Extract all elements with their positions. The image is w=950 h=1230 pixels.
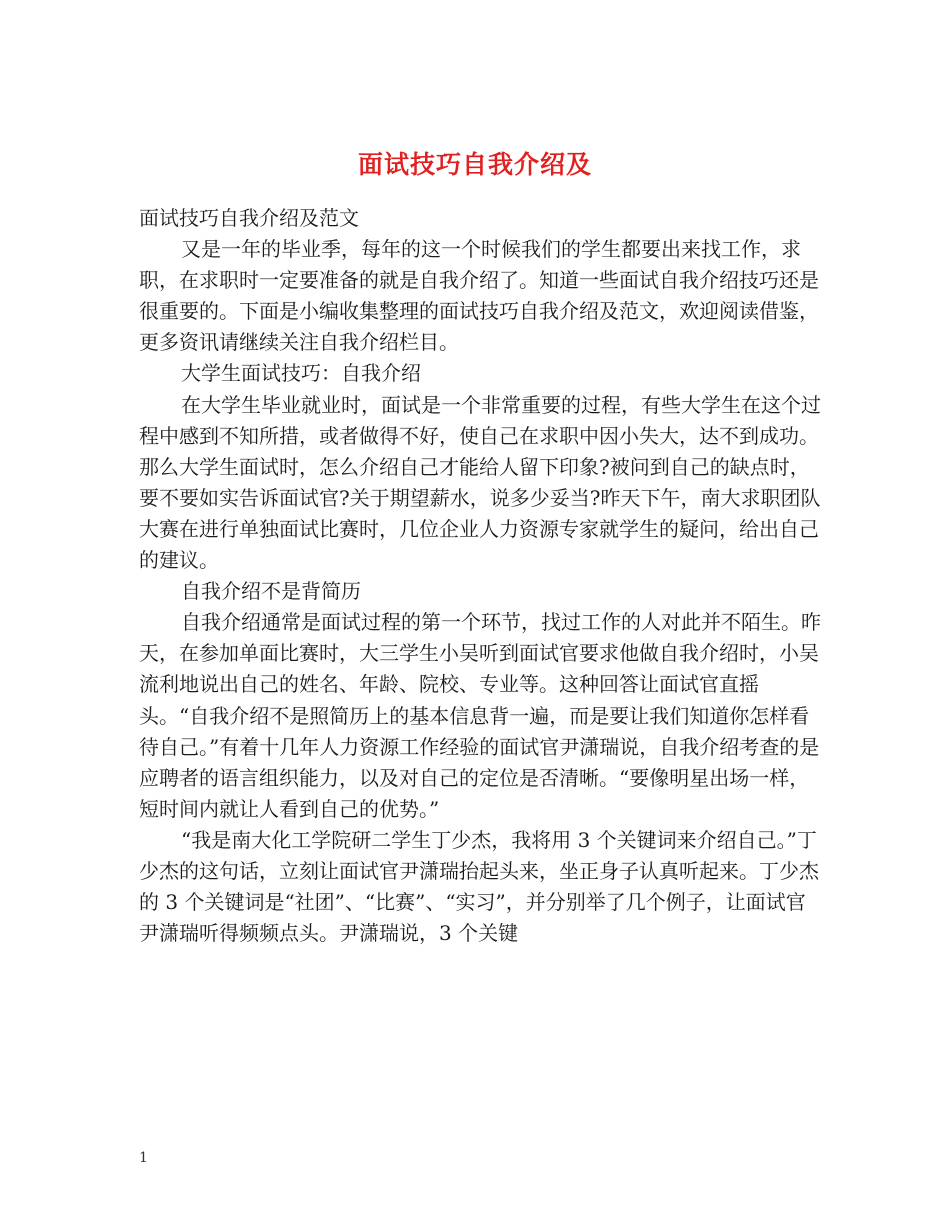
page-number: 1 — [139, 1150, 148, 1166]
subheading-paragraph: 自我介绍不是背简历 — [181, 579, 361, 604]
document-body — [139, 203, 823, 949]
subtitle-paragraph: 面试技巧自我介绍及范文 — [139, 206, 359, 230]
section-heading-paragraph: 大学生面试技巧：自我介绍 — [181, 361, 421, 386]
document-title: 面试技巧自我介绍及 — [357, 149, 592, 179]
body-paragraph: 自我介绍通常是面试过程的第一个环节，找过工作的人对此并不陌生。昨天，在参加单面比赛时，大三学生小吴听到面试官要求他做自我介绍时，小吴流利地说出自己的姓名、年龄、院校、专业等。这种回答让面试官直摇头。“自我介绍不是照简历上的基本信息背一遍，而是要让我们知道你怎样看待自己。”有着十几年人力资源工作经验的面试官尹潇瑞说，自我介绍考查的是应聘者的语言组织能力，以及对自己的定位是否清晰。“要像明星出场一样，短时间内就让人看到自己的优势。” — [139, 610, 821, 821]
body-paragraph: “我是南大化工学院研二学生丁少杰，我将用 3 个关键词来介绍自己。”丁少杰的这句话，立刻让面试官尹潇瑞抬起头来，坐正身子认真听起来。丁少杰的 3 个关键词是“社团”、“比赛”、“实习”，并分别举了几个例子，让面试官尹潇瑞听得频频点头。尹潇瑞说，3 个关键 — [139, 827, 819, 946]
body-paragraph: 在大学生毕业就业时，面试是一个非常重要的过程，有些大学生在这个过程中感到不知所措，或者做得不好，使自己在求职中因小失大，达不到成功。那么大学生面试时，怎么介绍自己才能给人留下印象?被问到自己的缺点时，要不要如实告诉面试官?关于期望薪水，说多少妥当?昨天下午，南大求职团队大赛在进行单独面试比赛时，几位企业人力资源专家就学生的疑问，给出自己的建议。 — [139, 392, 821, 573]
intro-paragraph: 又是一年的毕业季，每年的这一个时候我们的学生都要出来找工作，求职，在求职时一定要准备的就是自我介绍了。知道一些面试自我介绍技巧还是很重要的。下面是小编收集整理的面试技巧自我介绍及范文，欢迎阅读借鉴，更多资讯请继续关注自我介绍栏目。 — [139, 237, 819, 355]
